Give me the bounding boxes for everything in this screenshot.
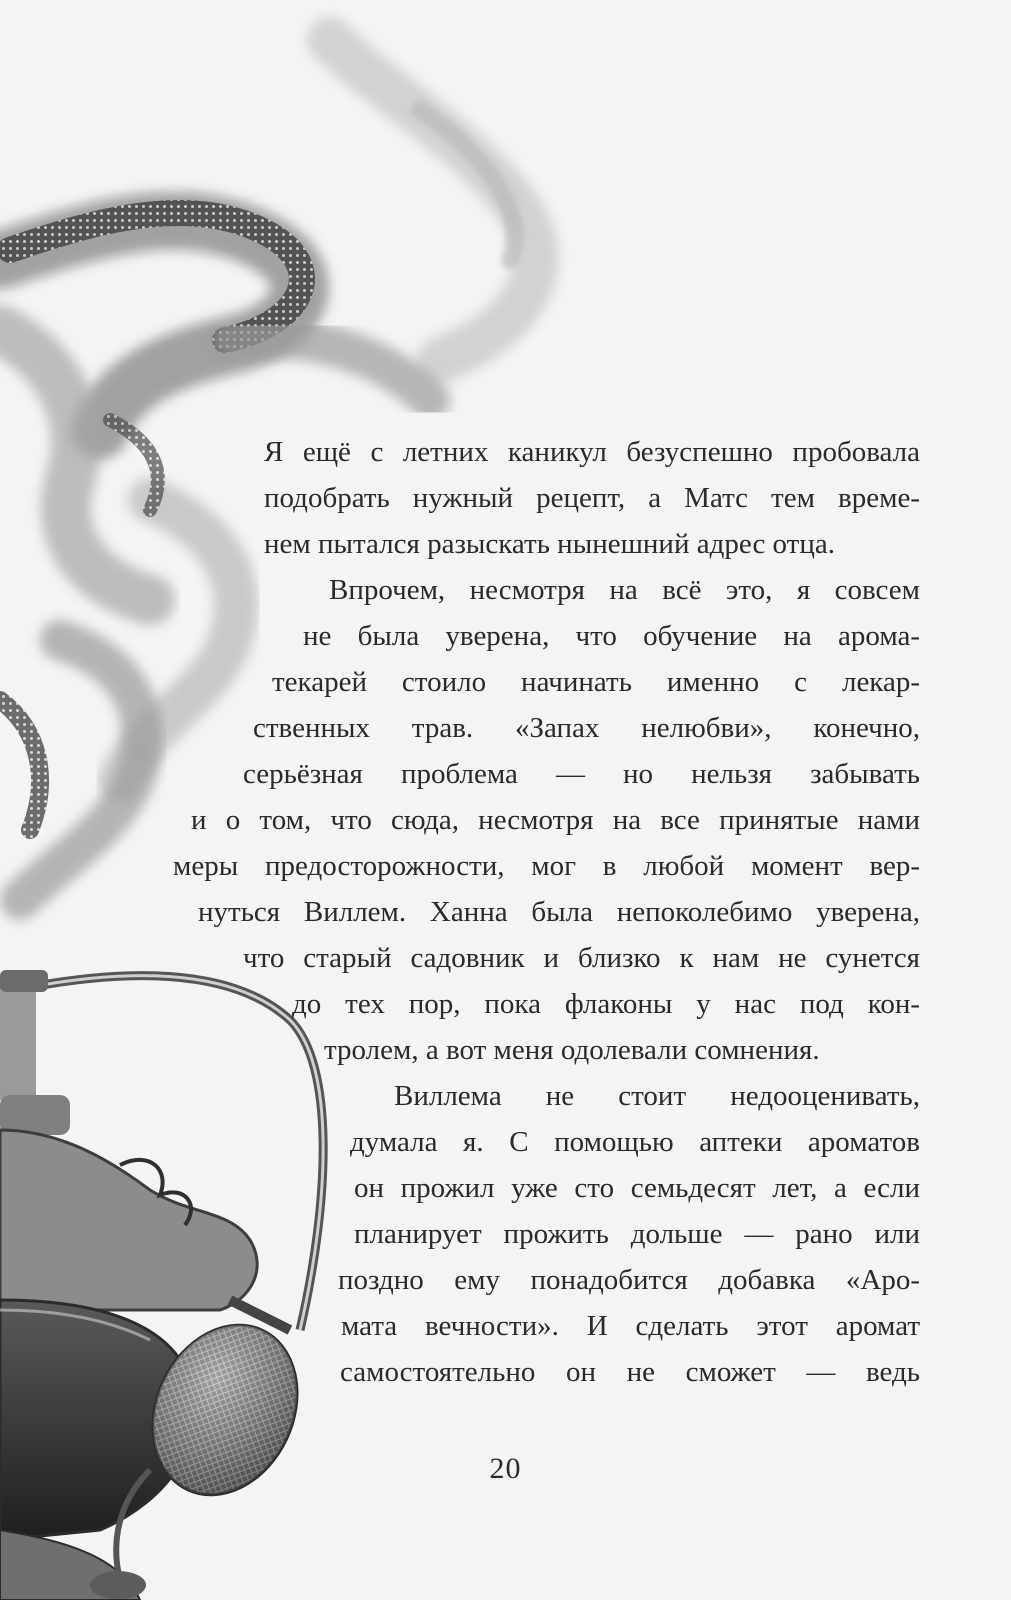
text-line: Я ещё с летних каникул безуспешно пробовала — [264, 436, 920, 468]
text-line: Впрочем, несмотря на всё это, я совсем — [329, 574, 920, 606]
text-line: до тех пор, пока флаконы у нас под кон- — [292, 988, 920, 1020]
text-line: и о том, что сюда, несмотря на все принятые нами — [191, 804, 920, 836]
page-number: 20 — [489, 1452, 522, 1485]
text-line: планирует прожить дольше — рано или — [354, 1218, 920, 1250]
text-line: он прожил уже сто семьдесят лет, а если — [354, 1172, 920, 1204]
text-line: текарей стоило начинать именно с лекар- — [272, 666, 920, 698]
text-line: самостоятельно он не сможет — ведь — [340, 1356, 920, 1388]
text-line: не была уверена, что обучение на арома- — [303, 620, 920, 652]
text-line: меры предосторожности, мог в любой момент вер- — [173, 850, 920, 882]
atomizer-bottle-icon — [0, 970, 324, 1600]
text-line: нем пытался разыскать нынешний адрес отца. — [264, 528, 835, 560]
text-line: нуться Виллем. Ханна была непоколебимо уверена, — [198, 896, 920, 928]
text-line: Виллема не стоит недооценивать, — [394, 1080, 920, 1112]
text-line: тролем, а вот меня одолевали сомнения. — [324, 1034, 820, 1066]
text-line: что старый садовник и близко к нам не сунется — [243, 942, 920, 974]
text-line: подобрать нужный рецепт, а Матс тем време- — [264, 482, 920, 514]
text-line: поздно ему понадобится добавка «Аро- — [338, 1264, 920, 1296]
text-line: серьёзная проблема — но нельзя забывать — [243, 758, 920, 790]
text-line: думала я. С помощью аптеки ароматов — [350, 1126, 920, 1158]
text-line: ственных трав. «Запах нелюбви», конечно, — [253, 712, 920, 744]
text-line: мата вечности». И сделать этот аромат — [341, 1310, 920, 1342]
